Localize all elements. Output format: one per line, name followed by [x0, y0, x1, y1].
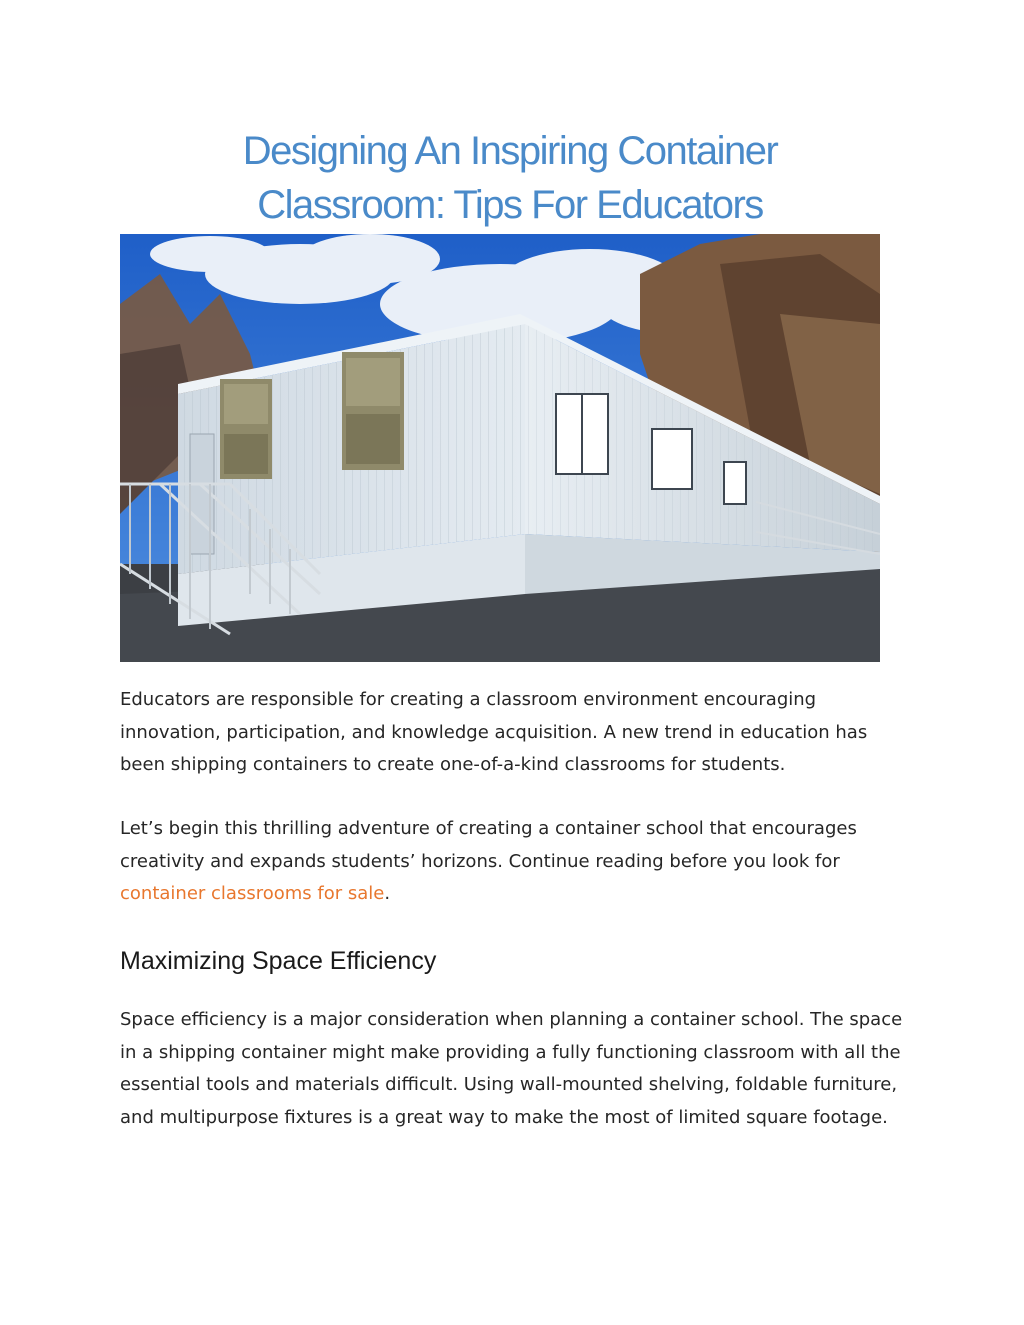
intro-paragraph: Educators are responsible for creating a classroom environment encouraging innovation, participation, and knowledge acquisition. A new trend in education has been shipping containers to create one-of-a-kind classrooms for students. — [120, 689, 868, 775]
title-line-1: Designing An Inspiring Container — [242, 129, 778, 173]
space-efficiency-paragraph: Space efficiency is a major consideration when planning a container school. The space in a shipping container might make providing a fully functioning classroom with all the essential tools and materials difficult. Using wall-mounted shelving, foldable furniture, and multipurpose fixtures is a great way to make the most of limited square footage. — [120, 1009, 903, 1128]
second-paragraph — [120, 813, 910, 911]
paragraph-text: Let’s begin this thrilling adventure of creating a container school that encourages creativity and expands students’ horizons. Continue reading before you look for — [120, 818, 857, 872]
section-heading: Maximizing Space Efficiency — [120, 947, 437, 975]
paragraph-end-punctuation: . — [384, 883, 391, 904]
title-line-2: Classroom: Tips For Educators — [257, 183, 763, 227]
modular-classroom-photo — [120, 234, 880, 662]
page-title — [120, 124, 900, 232]
container-classrooms-link[interactable]: container classrooms for sale — [120, 883, 385, 904]
